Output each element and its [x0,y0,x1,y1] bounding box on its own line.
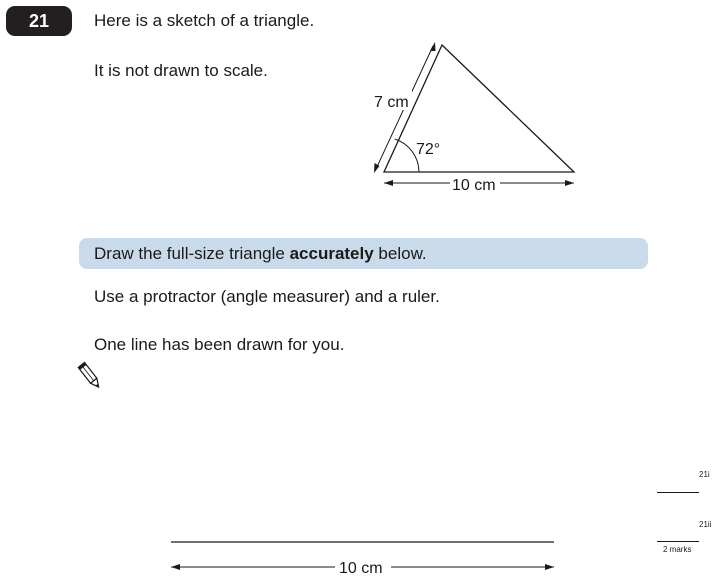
base-length-label: 10 cm [452,177,496,194]
tools-note: Use a protractor (angle measurer) and a ruler. [94,287,440,306]
mark-box-21ii-label: 21ii [699,520,712,529]
given-line-arrow-left [171,564,180,570]
drawn-base-line [165,535,565,577]
pencil-icon [77,360,103,392]
given-line-arrow-right [545,564,554,570]
base-arrow-right [565,180,574,186]
base-arrow-left [384,180,393,186]
side-arrow-bottom [374,163,380,173]
given-line-label: 10 cm [339,560,383,577]
question-number: 21 [6,6,72,36]
instruction-text: Draw the full-size triangle accurately below. [94,244,427,263]
side-arrow-top [430,42,436,51]
mark-box-21i-label: 21i [699,470,710,479]
instruction-emphasis: accurately [289,244,374,263]
question-intro: Here is a sketch of a triangle. [94,11,315,30]
line-drawn-note: One line has been drawn for you. [94,335,345,354]
instruction-banner [79,238,648,269]
total-marks-label: 2 marks [663,545,692,554]
mark-box-21ii-line [657,541,699,542]
mark-box-21i-line [657,492,699,493]
side-length-label: 7 cm [374,94,409,111]
angle-label: 72° [416,141,441,158]
triangle-sketch [360,35,590,195]
triangle-shape [384,45,574,172]
scale-note: It is not drawn to scale. [94,61,268,80]
